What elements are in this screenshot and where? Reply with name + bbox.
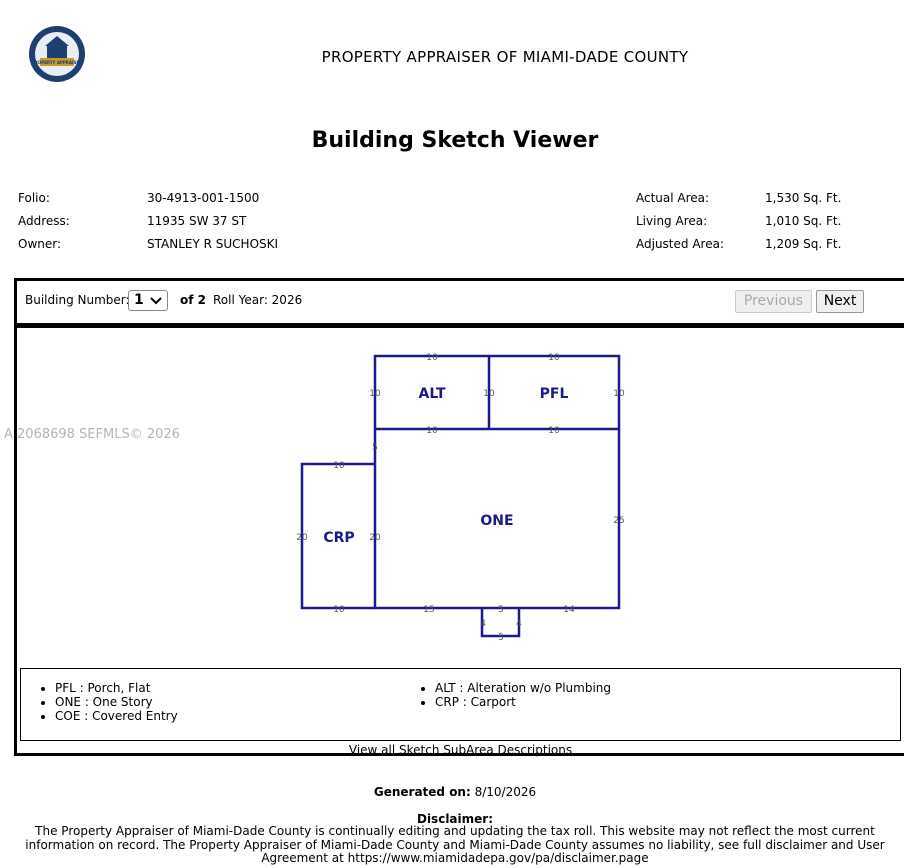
dim-one-right: 25 [613, 516, 625, 526]
legend-item: • COE : Covered Entry [55, 709, 178, 723]
view-all-descriptions-link[interactable]: View all Sketch SubArea Descriptions [348, 743, 573, 757]
folio-value: 30-4913-001-1500 [147, 191, 260, 205]
dim-one-bottom-left: 15 [423, 605, 435, 615]
dim-coe-left: 4 [480, 619, 486, 629]
dim-alt-left: 10 [369, 389, 381, 399]
area-label-crp: CRP [323, 530, 355, 546]
adjusted-area-label: Adjusted Area: [636, 237, 724, 251]
owner-label: Owner: [18, 237, 62, 251]
area-labels [636, 190, 724, 259]
living-area-value: 1,010 Sq. Ft. [765, 214, 842, 228]
dim-coe-top: 5 [498, 605, 504, 615]
disclaimer-title: Disclaimer: [416, 812, 493, 826]
roll-year: Roll Year: 2026 [213, 293, 303, 307]
dim-step: 5 [372, 443, 378, 453]
address-value: 11935 SW 37 ST [147, 214, 247, 228]
legend-item: • CRP : Carport [435, 695, 611, 709]
adjusted-area-value: 1,209 Sq. Ft. [765, 237, 842, 251]
dim-alt-bottom: 10 [426, 426, 438, 436]
legend-item: • ONE : One Story [55, 695, 178, 709]
area-label-alt: ALT [418, 386, 446, 402]
generated-date: 8/10/2026 [474, 785, 537, 799]
sketch-legend [20, 668, 901, 741]
building-sketch [17, 328, 904, 668]
agency-name: PROPERTY APPRAISER OF MIAMI-DADE COUNTY [321, 48, 689, 66]
property-values-left [147, 190, 278, 259]
living-area-label: Living Area: [636, 214, 708, 228]
legend-item: • ALT : Alteration w/o Plumbing [435, 681, 611, 695]
dim-pfl-top: 10 [548, 353, 560, 363]
dim-crp-top: 10 [333, 461, 345, 471]
legend-list-right [415, 681, 611, 709]
dim-alt-top: 10 [426, 353, 438, 363]
area-values [765, 190, 841, 259]
previous-button[interactable]: Previous [735, 290, 812, 313]
building-number-value: 1 [134, 292, 144, 308]
dim-one-bottom-right: 14 [563, 605, 575, 615]
dim-pfl-right: 10 [613, 389, 625, 399]
dim-mid: 10 [483, 389, 495, 399]
generated-on [0, 785, 910, 799]
sketch-toolbar [17, 281, 904, 328]
actual-area-value: 1,530 Sq. Ft. [765, 191, 842, 205]
dim-crp-left: 20 [296, 533, 308, 543]
building-number-select[interactable] [128, 290, 168, 311]
address-label: Address: [18, 214, 70, 228]
legend-item: • PFL : Porch, Flat [55, 681, 178, 695]
area-label-one: ONE [480, 513, 514, 529]
svg-text:PROPERTY APPRAISER: PROPERTY APPRAISER [31, 60, 83, 65]
dim-crp-bottom: 10 [333, 605, 345, 615]
dim-coe-right: 4 [516, 619, 522, 629]
sketch-panel [14, 278, 904, 756]
folio-label: Folio: [18, 191, 50, 205]
disclaimer-text: The Property Appraiser of Miami-Dade County is continually editing and updating the tax roll. This website may not reflect the most current information on record. The Property Appraiser of Miami-Dade County and Miami-Dade County assumes no liability, see full disclaimer and User Agreement at https://www.miamidadepa.gov/pa/disclaimer.page [25, 824, 885, 865]
generated-label: Generated on: [373, 785, 471, 799]
dim-coe-bottom: 5 [498, 633, 504, 643]
owner-value: STANLEY R SUCHOSKI [147, 237, 279, 251]
building-count: of 2 [180, 293, 206, 307]
building-number-label: Building Number: [25, 293, 130, 307]
alt-pfl-outline [375, 356, 619, 429]
page-title: Building Sketch Viewer [311, 128, 599, 153]
actual-area-label: Actual Area: [636, 191, 710, 205]
legend-list-left [35, 681, 178, 723]
dim-crp-right: 20 [369, 533, 381, 543]
property-labels-left [18, 190, 70, 259]
next-button[interactable]: Next [816, 290, 864, 313]
mls-watermark: A 2068698 SEFMLS© 2026 [4, 427, 180, 442]
area-label-pfl: PFL [539, 386, 569, 402]
chevron-down-icon [149, 291, 163, 316]
dim-pfl-bottom: 10 [548, 426, 560, 436]
